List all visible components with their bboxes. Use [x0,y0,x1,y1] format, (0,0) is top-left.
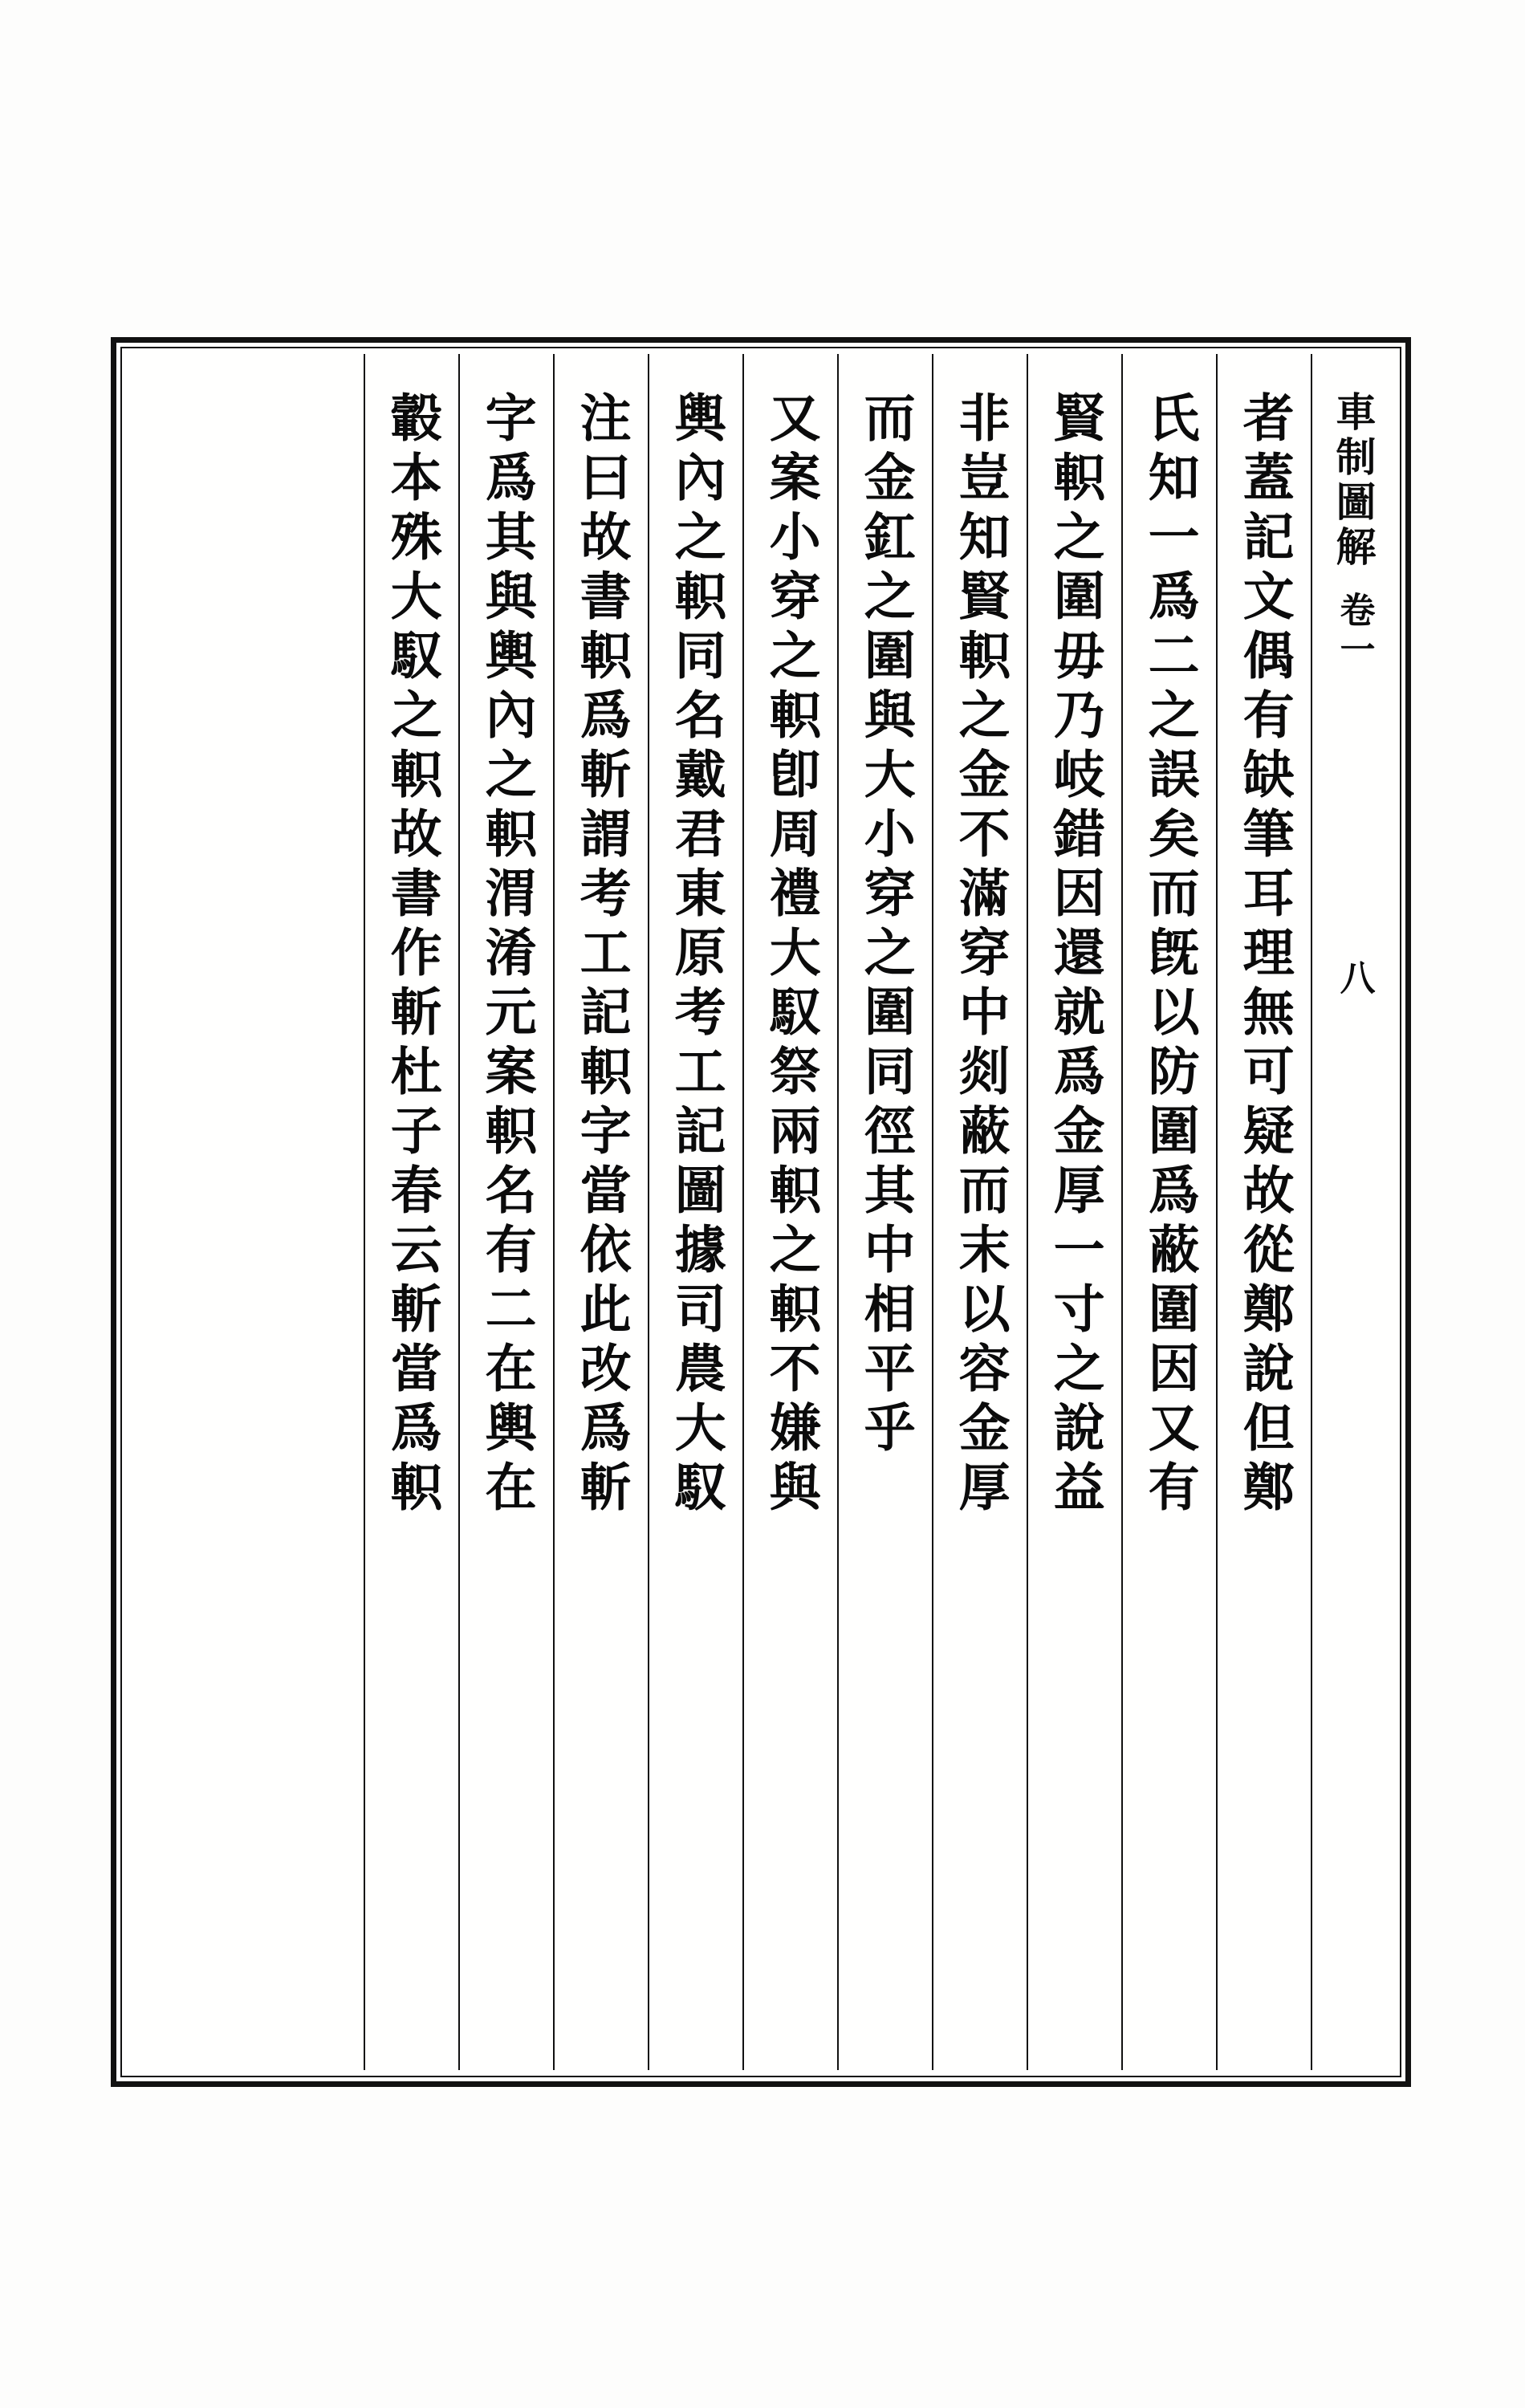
column-line: 又案小穿之軹卽周禮大馭祭兩軹之軹不嫌與 [760,391,821,1519]
volume-label: 卷一 [1333,592,1375,670]
column-line: 賢軹之圍毋乃岐錯因還就爲金厚一寸之說益 [1044,391,1105,1519]
text-columns [128,354,1394,2070]
header-column [1311,354,1394,2070]
column-line: 而金釭之圍與大小穿之圍同徑其中相平乎 [855,391,916,1460]
page-number: 八 [1333,959,1375,998]
header-inner [1329,391,1377,2070]
column-line: 字爲其與輿內之軹渭淆元案軹名有二在輿在 [476,391,537,1519]
text-column [1216,354,1311,2070]
woodblock-frame [111,337,1411,2087]
text-column [648,354,742,2070]
text-column [1027,354,1121,2070]
column-line: 非豈知賢軹之金不滿穿中剡蔽而末以容金厚 [950,391,1011,1519]
text-column [1121,354,1216,2070]
book-title: 車制圖解 [1329,391,1377,571]
text-column [932,354,1027,2070]
text-column [364,354,458,2070]
column-line: 者蓋記文偶有缺筆耳理無可疑故從鄭說但鄭 [1234,391,1295,1519]
text-column [837,354,932,2070]
column-line: 注曰故書軹爲斬謂考工記軹字當依此改爲斬 [571,391,632,1519]
text-column [742,354,837,2070]
text-column [553,354,648,2070]
column-line: 輿內之軹同名戴君東原考工記圖據司農大馭 [665,391,726,1519]
text-column [458,354,553,2070]
column-line: 轂本殊大馭之軹故書作斬杜子春云斬當爲軹 [381,391,442,1519]
column-line: 氏知一爲二之誤矣而旣以防圍爲蔽圍因又有 [1139,391,1200,1519]
